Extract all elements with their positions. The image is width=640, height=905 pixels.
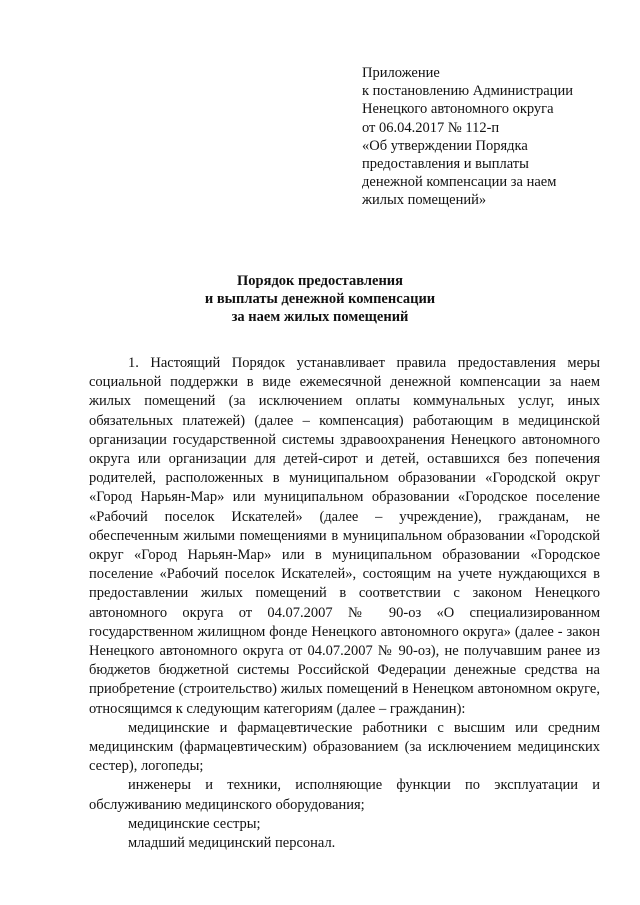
document-title xyxy=(0,272,640,327)
paragraph-1: 1. Настоящий Порядок устанавливает правила предоставления меры социальной поддержки в виде ежемесячной денежной компенсации за наем жилых помещений (за исключением оплаты коммунальных услуг, иных обязательных платежей) (далее – компенсация) работающим в медицинской организации государственной системы здравоохранения Ненецкого автономного округа или организации для детей-сирот и детей, оставшихся без попечения родителей, расположенных в муниципальном образовании «Городской округ «Город Нарьян-Мар» или муниципальном образовании «Городское поселение «Рабочий поселок Искателей» (далее – учреждение), гражданам, не обеспеченным жилыми помещениями в муниципальном образовании «Городской округ «Город Нарьян-Мар» или в муниципальном образовании «Городское поселение «Рабочий поселок Искателей», состоящим на учете нуждающихся в предоставлении жилых помещений в соответствии с законом Ненецкого автономного округа от 04.07.2007 № 90-оз «О специализированном государственном жилищном фонде Ненецкого автономного округа» (далее - закон Ненецкого автономного округа от 04.07.2007 № 90-оз), не получавшим ранее из бюджетов бюджетной системы Российской Федерации денежные средства на приобретение (строительство) жилых помещений в Ненецком автономном округе, относящимся к следующим категориям (далее – гражданин): xyxy=(89,355,600,717)
appendix-line: предоставления и выплаты xyxy=(362,156,529,173)
category-item: медицинские и фармацевтические работники с высшим или средним медицинским (фармацевтическим) образованием (за исключением медицинских сестер), логопеды; xyxy=(89,719,600,775)
appendix-line: к постановлению Администрации xyxy=(362,83,573,100)
appendix-line: жилых помещений» xyxy=(362,192,487,209)
title-line: Порядок предоставления xyxy=(237,273,403,289)
appendix-line: «Об утверждении Порядка xyxy=(362,137,528,154)
category-item: инженеры и техники, исполняющие функции по эксплуатации и обслуживанию медицинского оборудования; xyxy=(89,777,600,813)
appendix-block xyxy=(362,64,602,210)
category-item: младший медицинский персонал. xyxy=(128,835,336,852)
title-line: за наем жилых помещений xyxy=(231,309,409,326)
appendix-line: от 06.04.2017 № 112-п xyxy=(362,119,500,136)
category-item: медицинские сестры; xyxy=(128,815,261,832)
appendix-line: Приложение xyxy=(362,65,440,81)
document-body xyxy=(89,354,600,853)
appendix-line: денежной компенсации за наем xyxy=(362,174,557,191)
title-line: и выплаты денежной компенсации xyxy=(204,291,436,308)
appendix-line: Ненецкого автономного округа xyxy=(362,101,554,118)
